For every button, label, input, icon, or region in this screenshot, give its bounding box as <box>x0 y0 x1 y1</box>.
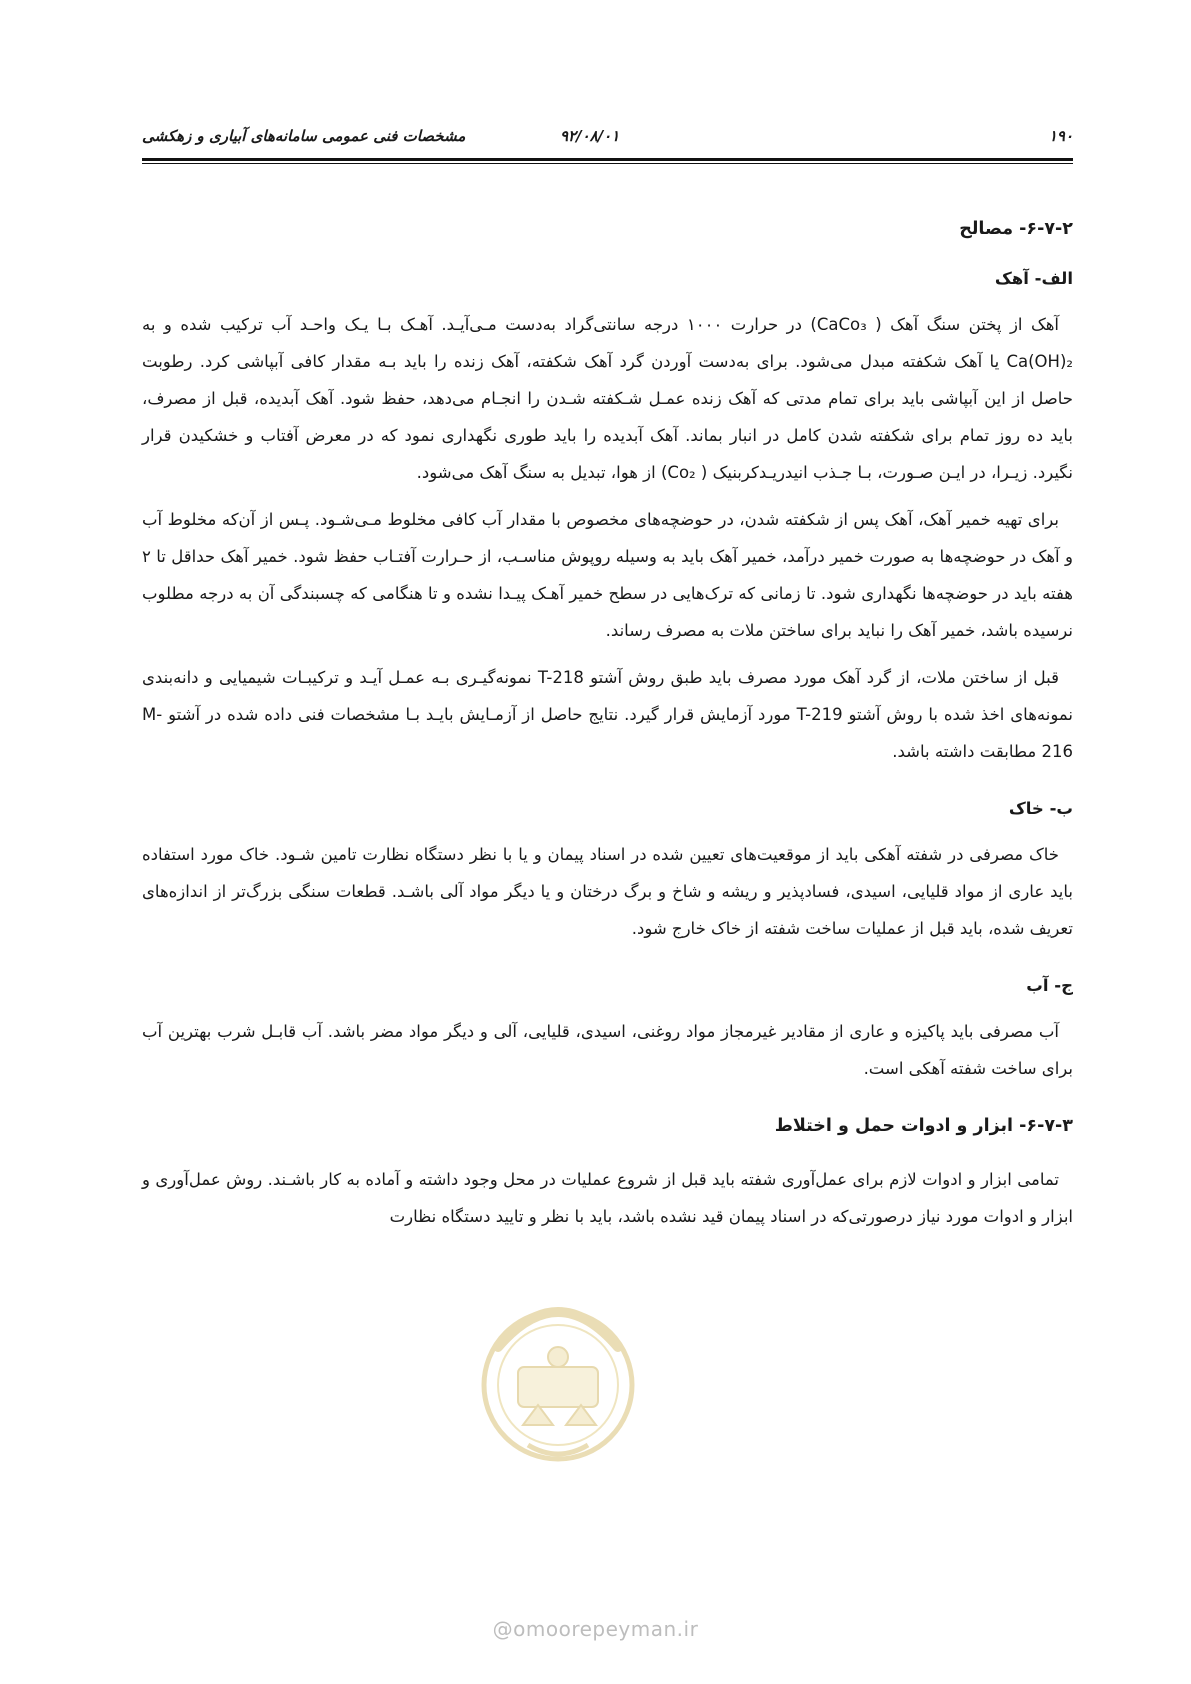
paragraph: قبل از ساختن ملات، از گرد آهک مورد مصرف باید طبق روش آشتو T-218 نمونه‌گیـری بـه عمـل آیـد و ترکیبـات شیمیایی و دانه‌بندی نمونه‌های اخذ شده با روش آشتو T-219 مورد آزمایش قرار گیرد. نتایج حاصل از آزمـایش بایـد بـا مشخصات فنی داده شده در آشتو M-216 مطابقت داشته باشد. <box>142 668 1073 761</box>
footer-website: @omoorepeyman.ir <box>492 1617 699 1641</box>
subheading-lime: الف- آهک <box>994 269 1073 288</box>
subheading-soil: ب- خاک <box>1008 799 1073 818</box>
header-title: مشخصات فنی عمومی سامانه‌های آبیاری و زهکشی <box>142 127 466 145</box>
subheading-water: ج- آب <box>1026 976 1073 995</box>
header-rule-thin <box>142 163 1073 164</box>
page-header <box>142 127 1073 157</box>
header-date: ۹۲/۰۸/۰۱ <box>560 127 620 145</box>
paragraph: آهک از پختن سنگ آهک ( CaCo₃) در حرارت ۱۰۰۰ درجه سانتی‌گراد به‌دست مـی‌آیـد. آهـک بـا یـک واحـد آب ترکیب شده و به Ca(OH)₂ یا آهک شکفته مبدل می‌شود. برای به‌دست آوردن گرد آهک شکفته، آهک زنده را باید بـه مقدار کافی آبپاشی کرد. رطوبت حاصل از این آبپاشی باید برای تمام مدتی که آهک زنده عمـل شـکفته شـدن را انجـام می‌دهد، حفظ شود. آهک آبدیده، قبل از مصرف، باید ده روز تمام برای شکفته شدن کامل در انبار بماند. آهک آبدیده را باید طوری نگهداری نمود که در معرض آفتاب و خشکیدن قرار نگیرد. زیـرا، در ایـن صـورت، بـا جـذب انیدریـدکربنیک ( Co₂) از هوا، تبدیل به سنگ آهک می‌شود. <box>142 315 1073 482</box>
document-page <box>142 0 1073 1684</box>
section-heading-tools: ۶-۷-۳- ابزار و ادوات حمل و اختلاط <box>774 1116 1073 1136</box>
section-heading-materials: ۶-۷-۲- مصالح <box>959 219 1073 239</box>
header-rule-thick <box>142 158 1073 161</box>
page-content <box>142 214 1073 1245</box>
paragraph: برای تهیه خمیر آهک، آهک پس از شکفته شدن، در حوضچه‌های مخصوص با مقدار آب کافی مخلوط مـی‌شـود. پـس از آن‌که مخلوط آب و آهک در حوضچه‌ها به صورت خمیر درآمد، خمیر آهک باید به وسیله روپوش مناسـب، از حـرارت آفتـاب حفظ شود. خمیر آهک حداقل تا ۲ هفته باید در حوضچه‌ها نگهداری شود. تا زمانی که ترک‌هایی در سطح خمیر آهـک پیـدا نشده و تا هنگامی که چسبندگی آن به درجه مطلوب نرسیده باشد، خمیر آهک را نباید برای ساختن ملات به مصرف رساند. <box>142 510 1073 640</box>
paragraph: خاک مصرفی در شفته آهکی باید از موقعیت‌های تعیین شده در اسناد پیمان و یا با نظر دستگاه نظارت تامین شـود. خاک مورد استفاده باید عاری از مواد قلیایی، اسیدی، فسادپذیر و ریشه و شاخ و برگ درختان و یا دیگر مواد آلی باشـد. قطعات سنگی بزرگ‌تر از اندازه‌های تعریف شده، باید قبل از عملیات ساخت شفته از خاک خارج شود. <box>142 845 1073 938</box>
paragraph: تمامی ابزار و ادوات لازم برای عمل‌آوری شفته باید قبل از شروع عملیات در محل وجود داشته و آماده به کار باشـند. روش عمل‌آوری و ابزار و ادوات مورد نیاز درصورتی‌که در اسناد پیمان قید نشده باشد، باید با نظر و تایید دستگاه نظارت <box>142 1170 1073 1226</box>
paragraph: آب مصرفی باید پاکیزه و عاری از مقادیر غیرمجاز مواد روغنی، اسیدی، قلیایی، آلی و دیگر مواد مضر باشد. آب قابـل شرب بهترین آب برای ساخت شفته آهکی است. <box>142 1022 1073 1078</box>
page-number: ۱۹۰ <box>1048 127 1073 145</box>
